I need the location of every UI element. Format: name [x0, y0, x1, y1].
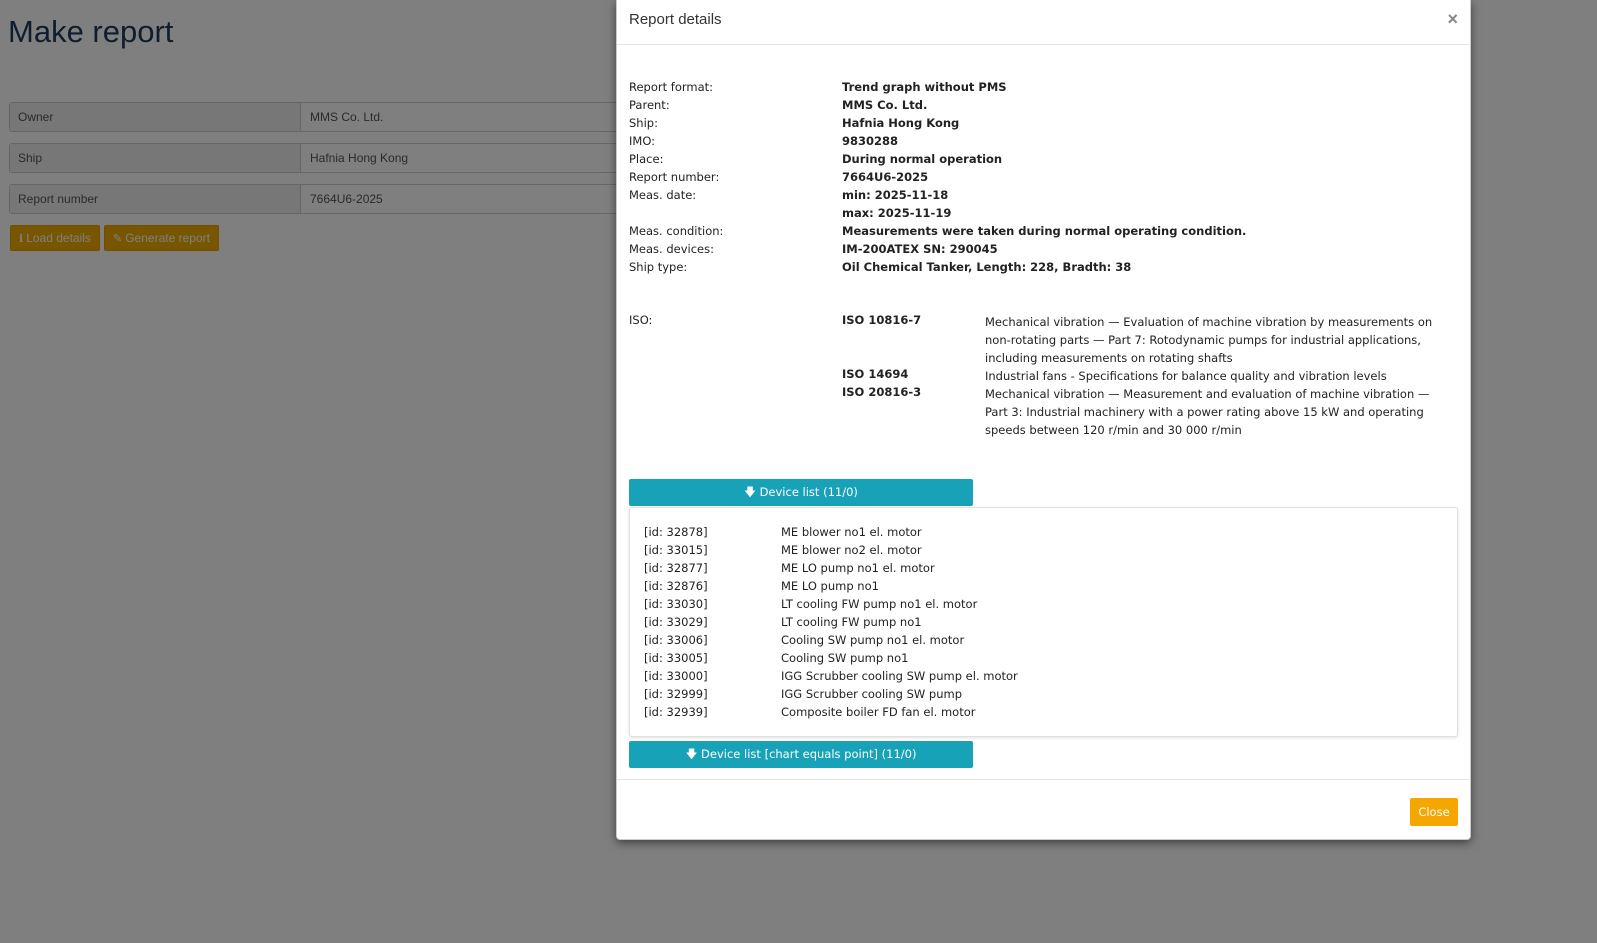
device-id: [id: 32878]	[644, 525, 708, 539]
device-id: [id: 33006]	[644, 633, 708, 647]
device-id: [id: 33005]	[644, 651, 708, 665]
detail-value: MMS Co. Ltd.	[842, 98, 928, 112]
detail-label: Report format:	[629, 80, 714, 94]
detail-label: Ship type:	[629, 260, 688, 274]
detail-label: Ship:	[629, 116, 658, 130]
device-list-label: Device list (11/0)	[759, 485, 858, 499]
device-id: [id: 32877]	[644, 561, 708, 575]
device-list-chart-toggle-button[interactable]	[629, 741, 973, 768]
device-list-toggle-button[interactable]	[629, 479, 973, 506]
iso-label: ISO:	[629, 313, 653, 327]
detail-value: max: 2025-11-19	[842, 206, 952, 220]
device-list-chart-label: Device list [chart equals point] (11/0)	[701, 747, 917, 761]
detail-label: Meas. date:	[629, 188, 697, 202]
device-name: ME blower no1 el. motor	[781, 525, 922, 539]
detail-label: IMO:	[629, 134, 656, 148]
iso-code: ISO 20816-3	[842, 385, 922, 399]
detail-value: Oil Chemical Tanker, Length: 228, Bradth: 38	[842, 260, 1132, 274]
arrow-down-icon: 🡇	[685, 747, 698, 761]
device-name: ME LO pump no1 el. motor	[781, 561, 935, 575]
close-button[interactable]: Close	[1410, 798, 1458, 826]
device-name: Cooling SW pump no1 el. motor	[781, 633, 965, 647]
iso-description: Industrial fans - Specifications for balance quality and vibration levels	[985, 369, 1387, 383]
device-name: ME blower no2 el. motor	[781, 543, 922, 557]
device-id: [id: 33015]	[644, 543, 708, 557]
detail-value: 9830288	[842, 134, 899, 148]
modal-body	[617, 45, 1470, 780]
iso-code: ISO 14694	[842, 367, 909, 381]
detail-label: Place:	[629, 152, 664, 166]
device-name: LT cooling FW pump no1 el. motor	[781, 597, 978, 611]
device-id: [id: 32999]	[644, 687, 708, 701]
device-name: IGG Scrubber cooling SW pump	[781, 687, 963, 701]
modal-title: Report details	[629, 11, 722, 28]
device-name: ME LO pump no1	[781, 579, 879, 593]
device-name: Composite boiler FD fan el. motor	[781, 705, 976, 719]
device-id: [id: 33000]	[644, 669, 708, 683]
device-name: Cooling SW pump no1	[781, 651, 909, 665]
close-icon[interactable]: ×	[1447, 9, 1458, 29]
iso-description: Mechanical vibration — Evaluation of machine vibration by measurements on non-rotating parts — Part 7: Rotodynamic pumps for industrial applications, including measurements on rotating shafts	[985, 315, 1433, 365]
modal-header	[617, 0, 1470, 45]
iso-code: ISO 10816-7	[842, 313, 922, 327]
device-id: [id: 32939]	[644, 705, 708, 719]
iso-description: Mechanical vibration — Measurement and evaluation of machine vibration — Part 3: Industrial machinery with a power rating above 15 kW and operating speeds between 120 r/min and 30 000 r/min	[985, 387, 1430, 437]
device-name: LT cooling FW pump no1	[781, 615, 922, 629]
detail-value: Hafnia Hong Kong	[842, 116, 960, 130]
device-list-panel	[629, 507, 1458, 737]
modal-footer	[617, 779, 1470, 839]
device-name: IGG Scrubber cooling SW pump el. motor	[781, 669, 1018, 683]
detail-value: min: 2025-11-18	[842, 188, 949, 202]
detail-label: Parent:	[629, 98, 670, 112]
detail-value: IM-200ATEX SN: 290045	[842, 242, 998, 256]
device-id: [id: 33029]	[644, 615, 708, 629]
detail-value: During normal operation	[842, 152, 1003, 166]
detail-label: Meas. condition:	[629, 224, 724, 238]
report-details-modal	[616, 0, 1471, 840]
arrow-down-icon: 🡇	[744, 485, 756, 499]
device-id: [id: 32876]	[644, 579, 708, 593]
detail-label: Report number:	[629, 170, 720, 184]
detail-label: Meas. devices:	[629, 242, 714, 256]
detail-value: Measurements were taken during normal operating condition.	[842, 224, 1247, 238]
detail-value: Trend graph without PMS	[842, 80, 1007, 94]
device-id: [id: 33030]	[644, 597, 708, 611]
detail-value: 7664U6-2025	[842, 170, 929, 184]
